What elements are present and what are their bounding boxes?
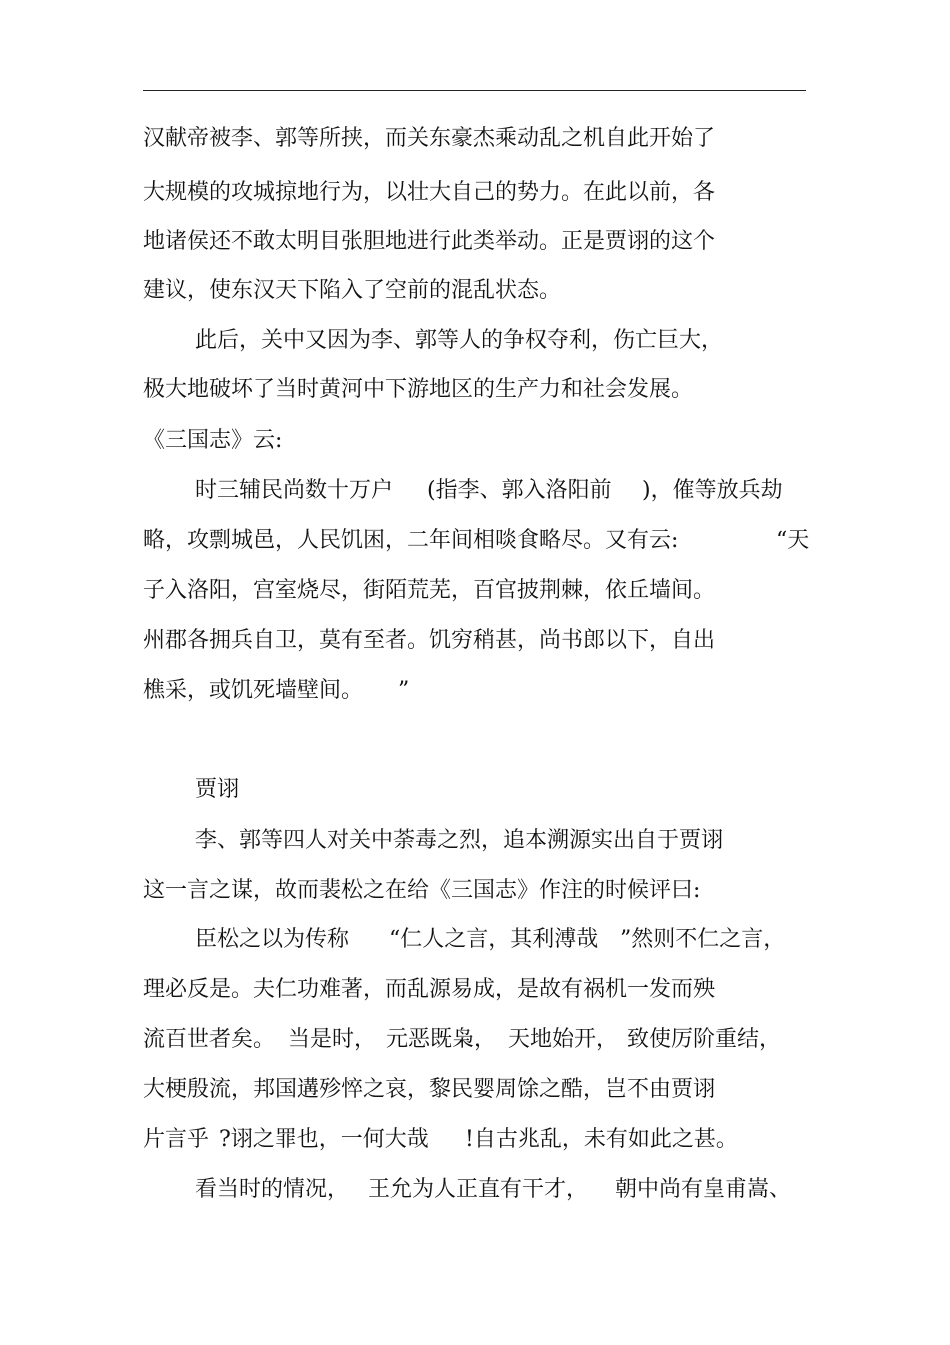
- text-line: [0, 1175, 950, 1205]
- text-line: [0, 526, 950, 556]
- text-line: 《三国志》云:: [143, 428, 283, 453]
- text-line: [0, 1125, 950, 1155]
- text-segment: (指李、郭入洛阳前: [427, 478, 612, 503]
- text-segment: “仁人之言，其利溥哉: [389, 927, 599, 952]
- text-line: 这一言之谋，故而裴松之在给《三国志》作注的时候评曰:: [143, 878, 701, 903]
- text-line: [0, 476, 950, 506]
- text-line: 极大地破坏了当时黄河中下游地区的生产力和社会发展。: [143, 377, 694, 402]
- header-rule: [143, 90, 806, 91]
- text-segment: 天地始开，: [508, 1027, 619, 1052]
- text-segment: 略，攻剽城邑，人民饥困，二年间相啖食略尽。又有云:: [143, 528, 679, 553]
- text-line: 子入洛阳，宫室烧尽，街陌荒芜，百官披荆棘，依丘墙间。: [143, 578, 716, 603]
- text-segment: 片言乎: [143, 1127, 210, 1152]
- text-line: 地诸侯还不敢太明目张胆地进行此类举动。正是贾诩的这个: [143, 229, 716, 254]
- text-segment: 樵采，或饥死墙壁间。: [143, 678, 364, 703]
- text-line: 大梗殷流，邦国遘殄悴之哀，黎民婴周馀之酷，岂不由贾诩: [143, 1077, 716, 1102]
- text-line: 大规模的攻城掠地行为，以壮大自己的势力。在此以前，各: [143, 180, 716, 205]
- text-segment: 时三辅民尚数十万户: [195, 478, 394, 503]
- text-segment: “天: [776, 528, 810, 553]
- text-segment: ”: [398, 678, 410, 703]
- text-segment: !自古兆乱，未有如此之甚。: [465, 1127, 738, 1152]
- text-segment: )，傕等放兵劫: [642, 478, 783, 503]
- text-line: [0, 676, 950, 706]
- text-line: [0, 1025, 950, 1055]
- text-line: 州郡各拥兵自卫，莫有至者。饥穷稍甚，尚书郎以下，自出: [143, 628, 716, 653]
- text-segment: 看当时的情况，: [195, 1177, 350, 1202]
- text-segment: ?诩之罪也，一何大哉: [219, 1127, 429, 1152]
- text-line: 建议，使东汉天下陷入了空前的混乱状态。: [143, 278, 562, 303]
- text-segment: 王允为人正直有干才，: [368, 1177, 589, 1202]
- text-line: 汉献帝被李、郭等所挟，而关东豪杰乘动乱之机自此开始了: [143, 126, 716, 151]
- text-segment: ”然则不仁之言，: [620, 927, 786, 952]
- text-segment: 当是时，: [288, 1027, 377, 1052]
- text-segment: 元恶既枭，: [386, 1027, 497, 1052]
- text-segment: 致使厉阶重结，: [627, 1027, 782, 1052]
- text-line: 此后，关中又因为李、郭等人的争权夺利，伤亡巨大，: [195, 328, 724, 353]
- text-line: [0, 925, 950, 955]
- text-segment: 臣松之以为传称: [195, 927, 350, 952]
- text-line: 李、郭等四人对关中荼毒之烈，追本溯源实出自于贾诩: [195, 828, 724, 853]
- text-segment: 流百世者矣。: [143, 1027, 276, 1052]
- text-segment: 朝中尚有皇甫嵩、: [615, 1177, 792, 1202]
- section-heading: 贾诩: [195, 777, 240, 802]
- text-line: 理必反是。夫仁功难著，而乱源易成，是故有祸机一发而殃: [143, 977, 716, 1002]
